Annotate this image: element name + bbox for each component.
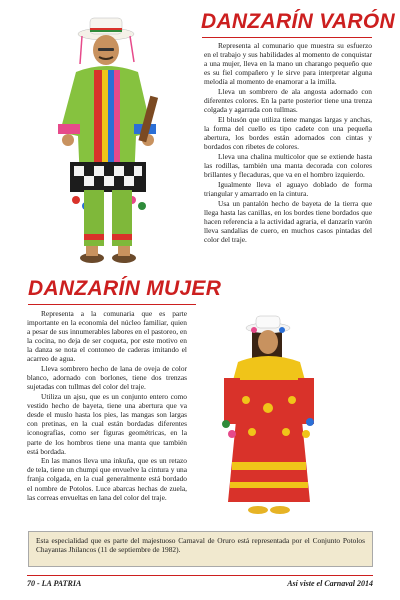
male-dancer-text: [204, 41, 372, 245]
male-paragraph: Usa un pantalón hecho de bayeta de la tierra que llega hasta las canillas, en los bordes tiene bordados que hacen referencia a la actividad agraria, el danzarín varón lleva sandalias de cuero, en muchos casos pintadas del color del traje.: [204, 198, 372, 244]
male-paragraph: Lleva un sombrero de ala angosta adornado con diferentes colores. En la parte posterior tiene una trenza colgada y agarrada con tullmas.: [204, 87, 372, 115]
female-paragraph: Utiliza un ajsu, que es un conjunto entero como vestido hecho de bayeta, tiene una abertura que va desde el muslo hasta los pies, las mangas son largas con pretinas, en la cual están bordadas diferentes iconografías, como ser figuras geométricas, en la parte de los hombros tiene una manta que también está bordada.: [27, 392, 187, 456]
male-paragraph: Lleva una chalina multicolor que se extiende hasta las rodillas, también una manta decorada con colores brillantes y flecaduras, que va en el hombro izquierdo.: [204, 151, 372, 180]
female-paragraph: Representa a la comunaria que es parte importante en la economía del núcleo familiar, quien a pesar de sus innumerables labores en el pastoreo, en la cocina, no deja de ser coqueta, por este motivo en la danza se nota el contoneo de caderas imitando el acarreo de agua.: [27, 309, 187, 364]
male-paragraph: Igualmente lleva el aguayo doblado de forma triangular y amarrado en la cintura.: [204, 179, 372, 198]
female-dancer-photo: [218, 312, 320, 522]
male-dancer-title: DANZARÍN VARÓN: [201, 10, 395, 33]
female-title-underline: [28, 304, 196, 305]
male-dancer-photo: [40, 12, 188, 278]
page-footer-left: 70 - LA PATRIA: [27, 579, 82, 588]
male-title-underline: [202, 37, 372, 38]
caption-box: Esta especialidad que es parte del majestuoso Carnaval de Oruro está representada por el Conjunto Potolos Chayantas Jhilancos (11 de septiembre de 1982).: [28, 531, 373, 567]
male-paragraph: El blusón que utiliza tiene mangas largas y anchas, la forma del cuello es tipo cadete con una pequeña abertura, los bordes están adornados con cintas y bordados con ribetes de colores.: [204, 114, 372, 152]
female-dancer-text: [27, 309, 187, 502]
footer-divider: [27, 575, 373, 576]
male-paragraph: Representa al comunario que muestra su esfuerzo en el trabajo y sus habilidades al momento de conquistar a una mujer, lleva en la mano un charango pequeño que es su fiel compañero y le sirve para interpretar alguna melodía al momento de enamorar a la imilla.: [204, 41, 372, 87]
female-paragraph: En las manos lleva una inkuña, que es un retazo de tela, tiene un chumpi que envuelve la cintura y una franja colgada, en la cual generalmente está bordado el nombre de Potolos. Luce abarcas hechas de zuela, las correas envueltas en lana del color del traje.: [27, 456, 187, 502]
female-paragraph: Lleva sombrero hecho de lana de oveja de color blanco, adornado con borlones, tiene dos trenzas sujetadas con tullmas del color del traje.: [27, 364, 187, 392]
page-footer-right: Así viste el Carnaval 2014: [287, 579, 373, 588]
female-dancer-title: DANZARÍN MUJER: [28, 277, 222, 300]
